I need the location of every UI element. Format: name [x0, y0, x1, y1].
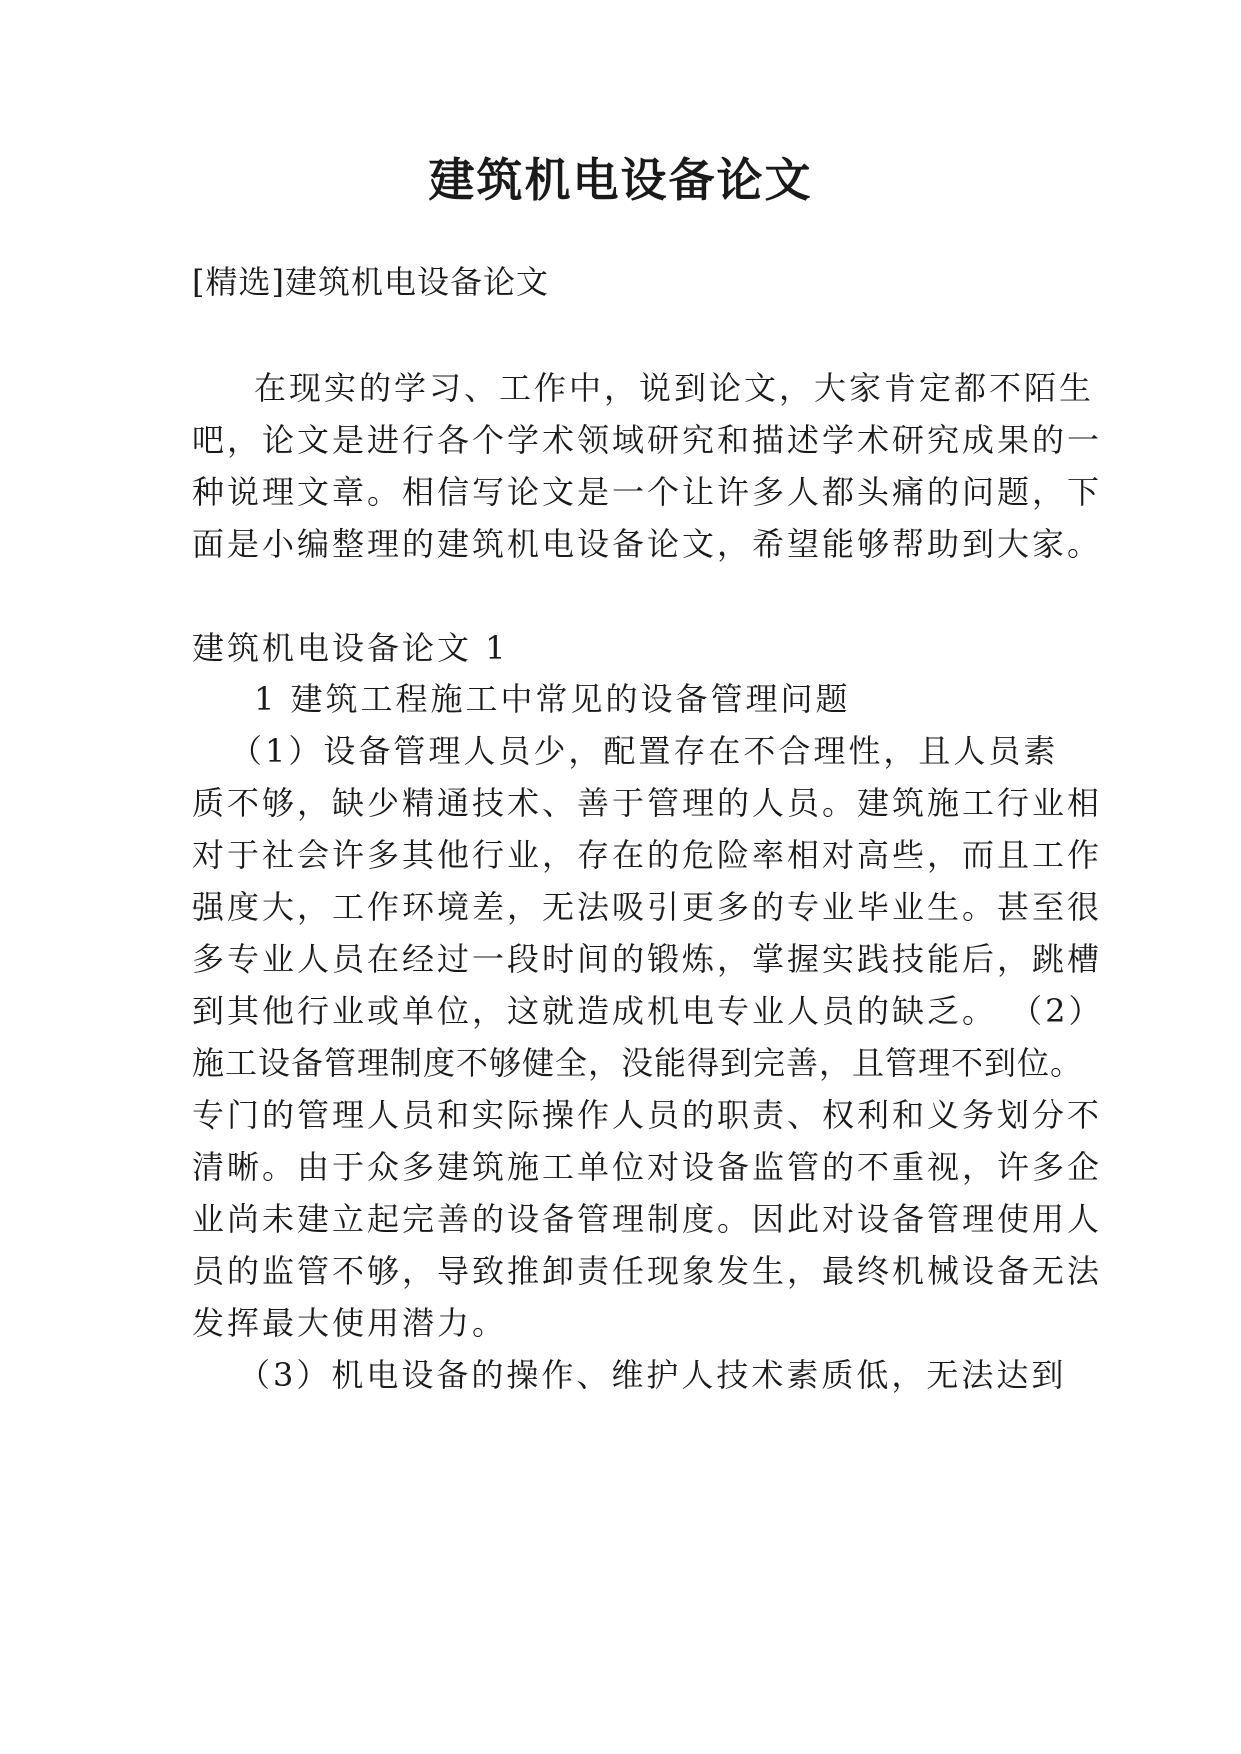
paragraph-line: 强度大，工作环境差，无法吸引更多的专业毕业生。甚至很 [192, 888, 1103, 926]
intro-line: 在现实的学习、工作中，说到论文，大家肯定都不陌生 [254, 369, 1095, 407]
paragraph-line: （3）机电设备的操作、维护人技术素质低，无法达到 [238, 1356, 1067, 1394]
document-title: 建筑机电设备论文 [428, 153, 813, 207]
intro-line: 面是小编整理的建筑机电设备论文，希望能够帮助到大家。 [192, 525, 1103, 563]
paragraph-line: 清晰。由于众多建筑施工单位对设备监管的不重视，许多企 [192, 1148, 1103, 1186]
paragraph-line: 专门的管理人员和实际操作人员的职责、权利和义务划分不 [192, 1096, 1103, 1134]
intro-line: 吧，论文是进行各个学术领域研究和描述学术研究成果的一 [192, 421, 1103, 459]
paragraph-line: 员的监管不够，导致推卸责任现象发生，最终机械设备无法 [192, 1252, 1103, 1290]
subheading: 1 建筑工程施工中常见的设备管理问题 [254, 680, 851, 718]
paragraph-line: 对于社会许多其他行业，存在的危险率相对高些，而且工作 [192, 836, 1103, 874]
intro-line: 种说理文章。相信写论文是一个让许多人都头痛的问题，下 [192, 473, 1103, 511]
paragraph-line: 到其他行业或单位，这就造成机电专业人员的缺乏。 （2） [192, 992, 1104, 1030]
paragraph-line: 质不够，缺少精通技术、善于管理的人员。建筑施工行业相 [192, 784, 1103, 822]
paragraph-line: 多专业人员在经过一段时间的锻炼，掌握实践技能后，跳槽 [192, 940, 1103, 978]
document-subtitle: [精选]建筑机电设备论文 [192, 263, 549, 301]
paragraph-line: 业尚未建立起完善的设备管理制度。因此对设备管理使用人 [192, 1200, 1103, 1238]
paragraph-line: （1）设备管理人员少，配置存在不合理性，且人员素 [230, 732, 1059, 770]
section-heading: 建筑机电设备论文 1 [192, 629, 509, 667]
paragraph-line: 发挥最大使用潜力。 [192, 1304, 508, 1342]
paragraph-line: 施工设备管理制度不够健全，没能得到完善，且管理不到位。 [192, 1044, 1084, 1082]
